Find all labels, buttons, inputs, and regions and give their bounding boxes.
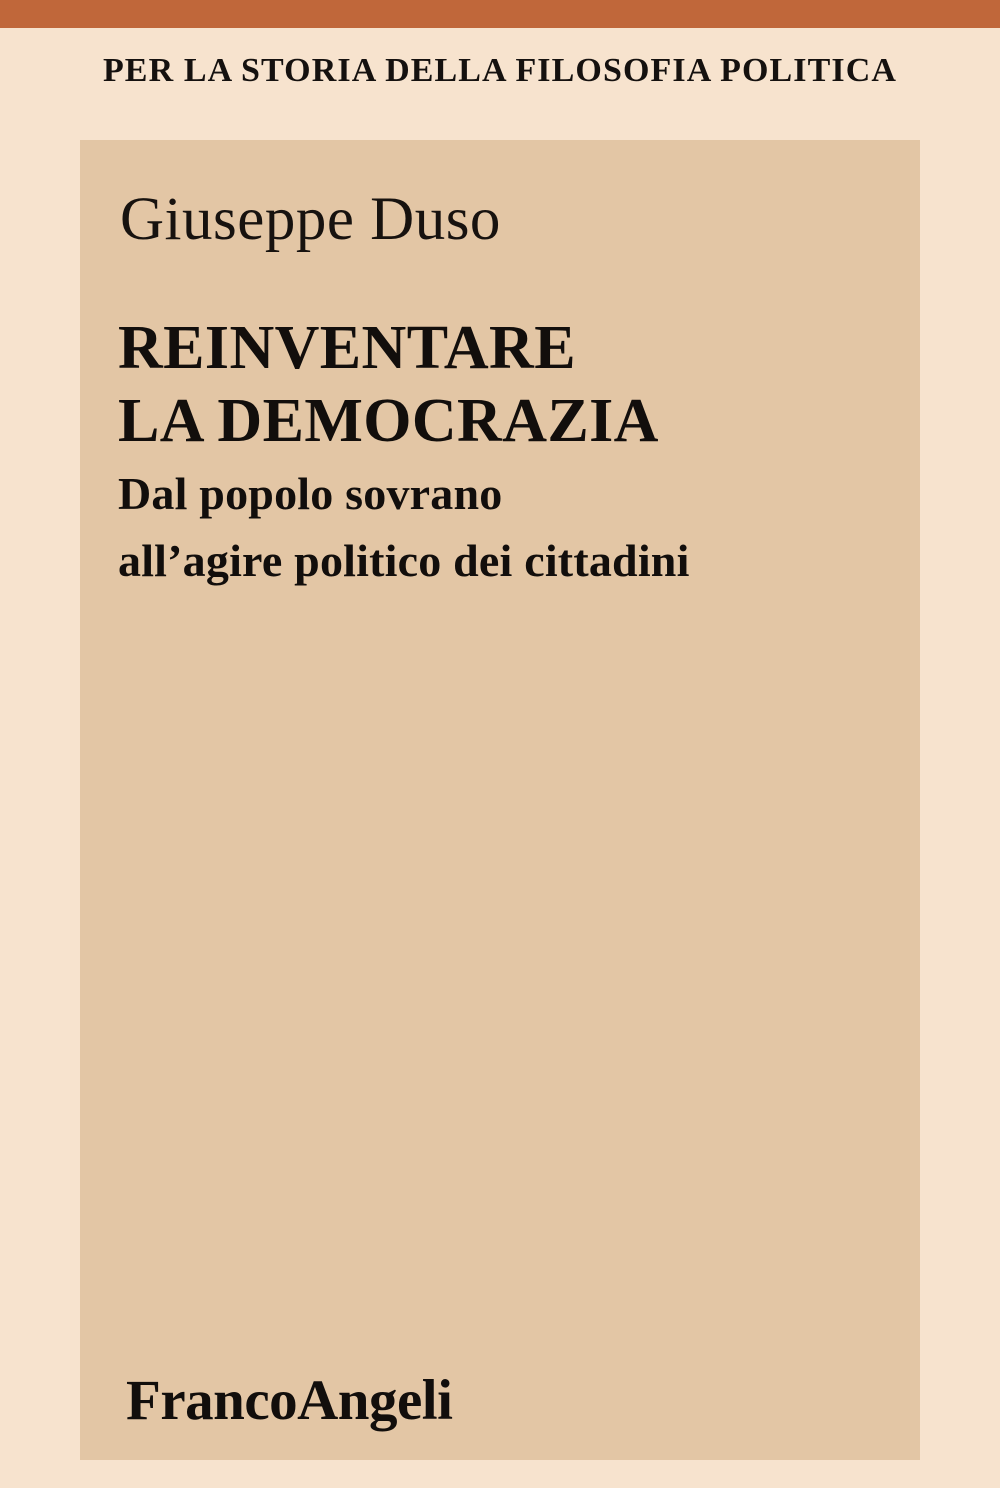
book-title-line-2: LA DEMOCRAZIA xyxy=(118,386,659,455)
book-subtitle-line-1: Dal popolo sovrano xyxy=(118,468,503,520)
series-title: PER LA STORIA DELLA FILOSOFIA POLITICA xyxy=(102,52,898,89)
author-name: Giuseppe Duso xyxy=(120,186,501,253)
title-block xyxy=(118,312,818,591)
book-subtitle-line-2: all’agire politico dei cittadini xyxy=(118,534,690,586)
publisher-logo-text: FrancoAngeli xyxy=(126,1369,453,1432)
book-title-line-1: REINVENTARE xyxy=(118,314,576,382)
top-accent-bar xyxy=(0,0,1000,28)
